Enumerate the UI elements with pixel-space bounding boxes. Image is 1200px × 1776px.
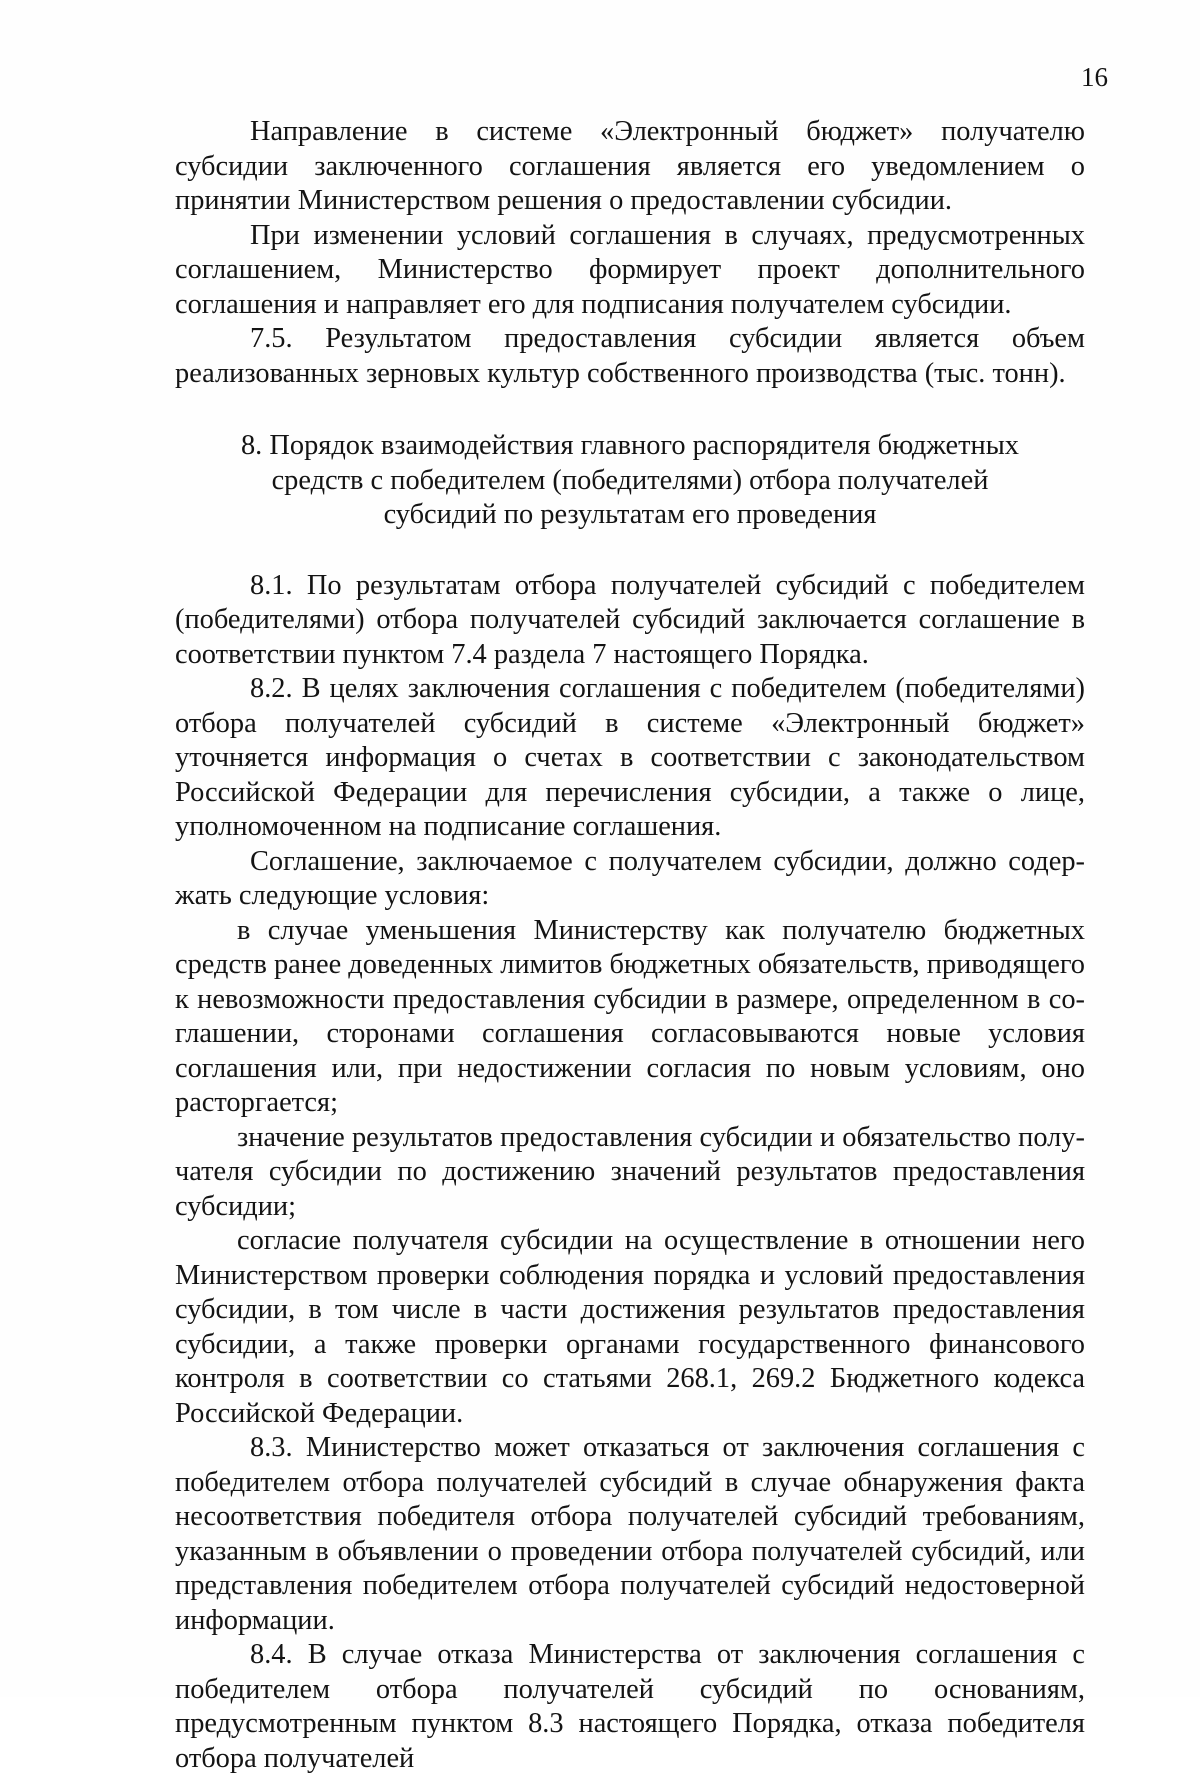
section-8-heading [175, 429, 1085, 533]
heading-line: средств с победителем (победителями) отбора получателей [271, 464, 989, 496]
heading-line: 8. Порядок взаимодействия главного распорядителя бюджетных [240, 430, 1019, 461]
paragraph-agreement-change: При изменении условий соглашения в случаях, предусмотренных соглашением, Министерство формирует проект дополнительного соглашения и направляет его для подписания получателем субсидии. [175, 219, 1085, 320]
paragraph-7-5: 7.5. Результатом предоставления субсидии является объем реализованных зерновых культур собственного производства (тыс. тонн). [175, 323, 1085, 389]
page-number: 16 [1081, 62, 1108, 92]
paragraph-8-2: 8.2. В целях заключения соглашения с победителем (победителями) отбора получателей субсидий в системе «Электронный бюджет» уточняется информация о счетах в соответствии с законодательством Российской Федерации для перечисления субсидии, а также о лице, уполномоченном на подписание соглашения. [175, 673, 1085, 842]
paragraph-condition-consent: согласие получателя субсидии на осуществление в отношении него Министерством проверки соблюдения порядка и условий предоставления субсидии, в том числе в части достижения результатов предоставления субсидии, а также проверки органами государственного финансового контроля в соответствии со статьями 268.1, 269.2 Бюджетного кодекса Российской Федерации. [175, 1225, 1085, 1429]
document-body [175, 115, 1085, 1776]
heading-line: субсидий по результатам его проведения [383, 499, 877, 530]
paragraph-agreement-conditions: Соглашение, заключаемое с получателем субсидии, должно содержать следующие условия: [175, 845, 1085, 911]
paragraph-condition-results: значение результатов предоставления субсидии и обязательство получателя субсидии по достижению значений результатов предоставления субсидии; [175, 1121, 1085, 1222]
paragraph-8-1: 8.1. По результатам отбора получателей субсидий с победителем (победителями) отбора получателей субсидий заключается соглашение в соответствии пунктом 7.4 раздела 7 настоящего Порядка. [175, 569, 1085, 670]
paragraph-8-3: 8.3. Министерство может отказаться от заключения соглашения с победителем отбора получателей субсидий в случае обнаружения факта несоответствия победителя отбора получателей субсидий требованиям, указанным в объявлении о проведении отбора получателей субсидий, или представления победителем отбора получателей субсидий недостоверной информации. [175, 1432, 1085, 1636]
paragraph-8-4: 8.4. В случае отказа Министерства от заключения соглашения с победителем отбора получателей субсидий по основаниям, предусмотренным пунктом 8.3 настоящего Порядка, отказа победителя отбора получателей [175, 1639, 1085, 1774]
paragraph-condition-limits: в случае уменьшения Министерству как получателю бюджетных средств ранее доведенных лимитов бюджетных обязательств, приводящего к невозможности предоставления субсидии в размере, определенном в соглашении, сторонами соглашения согласовываются новые условия соглашения или, при недостижении согласия по новым условиям, оно расторгается; [175, 914, 1085, 1118]
paragraph-notification: Направление в системе «Электронный бюджет» получателю субсидии заключенного соглашения является его уведомлением о принятии Министерством решения о предоставлении субсидии. [175, 116, 1085, 216]
